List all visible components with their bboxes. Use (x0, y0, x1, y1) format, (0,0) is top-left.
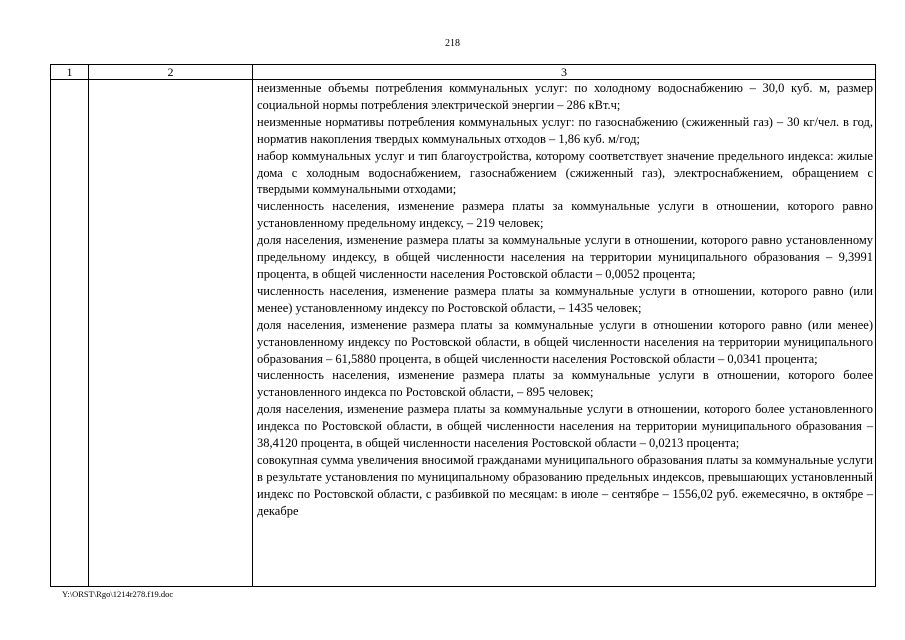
table-header-row (51, 65, 876, 80)
paragraph: доля населения, изменение размера платы за коммунальные услуги в отношении, которого равно установленному предельному индексу, в общей численности населения на территории муниципального образования – 9,3991 процента, в общей численности населения Ростовской области – 0,0052 процента; (257, 233, 873, 281)
paragraph: неизменные объемы потребления коммунальных услуг: по холодному водоснабжению – 30,0 куб. м, размер социальной нормы потребления электрической энергии – 286 кВт.ч; (257, 81, 873, 112)
table-cell-col1 (51, 80, 89, 587)
paragraph: совокупная сумма увеличения вносимой гражданами муниципального образования платы за коммунальные услуги в результате установления по муниципальному образованию предельных индексов, превышающих установленный индекс по Ростовской области, с разбивкой по месяцам: в июле – сентябре – 1556,02 руб. ежемесячно, в октябре – декабре (257, 452, 873, 518)
paragraph: неизменные нормативы потребления коммунальных услуг: по газоснабжению (сжиженный газ) – 30 кг/чел. в год, норматив накопления твердых коммунальных отходов – 1,86 куб. м/год; (257, 114, 873, 146)
header-cell-2: 2 (89, 65, 253, 80)
header-cell-3: 3 (253, 65, 876, 80)
paragraph: доля населения, изменение размера платы за коммунальные услуги в отношении которого равно (или менее) установленному индексу по Ростовской области, в общей численности населения на территории муниципального образования – 61,5880 процента, в общей численности населения Ростовской области – 0,0341 процента; (257, 317, 873, 366)
paragraph: численность населения, изменение размера платы за коммунальные услуги в отношении, которого равно установленному предельному индексу, – 219 человек; (257, 199, 873, 231)
paragraph: доля населения, изменение размера платы за коммунальные услуги в отношении, которого более установленного индекса по Ростовской области, в общей численности населения на территории муниципального образования – 38,4120 процента, в общей численности населения Ростовской области – 0,0213 процента; (257, 402, 873, 451)
paragraph: численность населения, изменение размера платы за коммунальные услуги в отношении, которого более установленного индекса по Ростовской области, – 895 человек; (257, 368, 873, 400)
cell-text-block (253, 80, 875, 586)
table-cell-col2 (89, 80, 253, 587)
header-cell-1: 1 (51, 65, 89, 80)
table-cell-col3 (253, 80, 876, 587)
table-row (51, 80, 876, 587)
page-number: 218 (445, 38, 460, 49)
document-table (50, 64, 876, 587)
paragraph: численность населения, изменение размера платы за коммунальные услуги в отношении, которого равно (или менее) установленному индексу по Ростовской области, – 1435 человек; (257, 283, 873, 315)
paragraph: набор коммунальных услуг и тип благоустройства, которому соответствует значение предельного индекса: жилые дома с холодным водоснабжением, газоснабжением (сжиженный газ), электроснабжением, обращением с твердыми коммунальными отходами; (257, 148, 873, 197)
footer-file-path: Y:\ORST\Rgo\1214r278.f19.doc (62, 589, 174, 599)
